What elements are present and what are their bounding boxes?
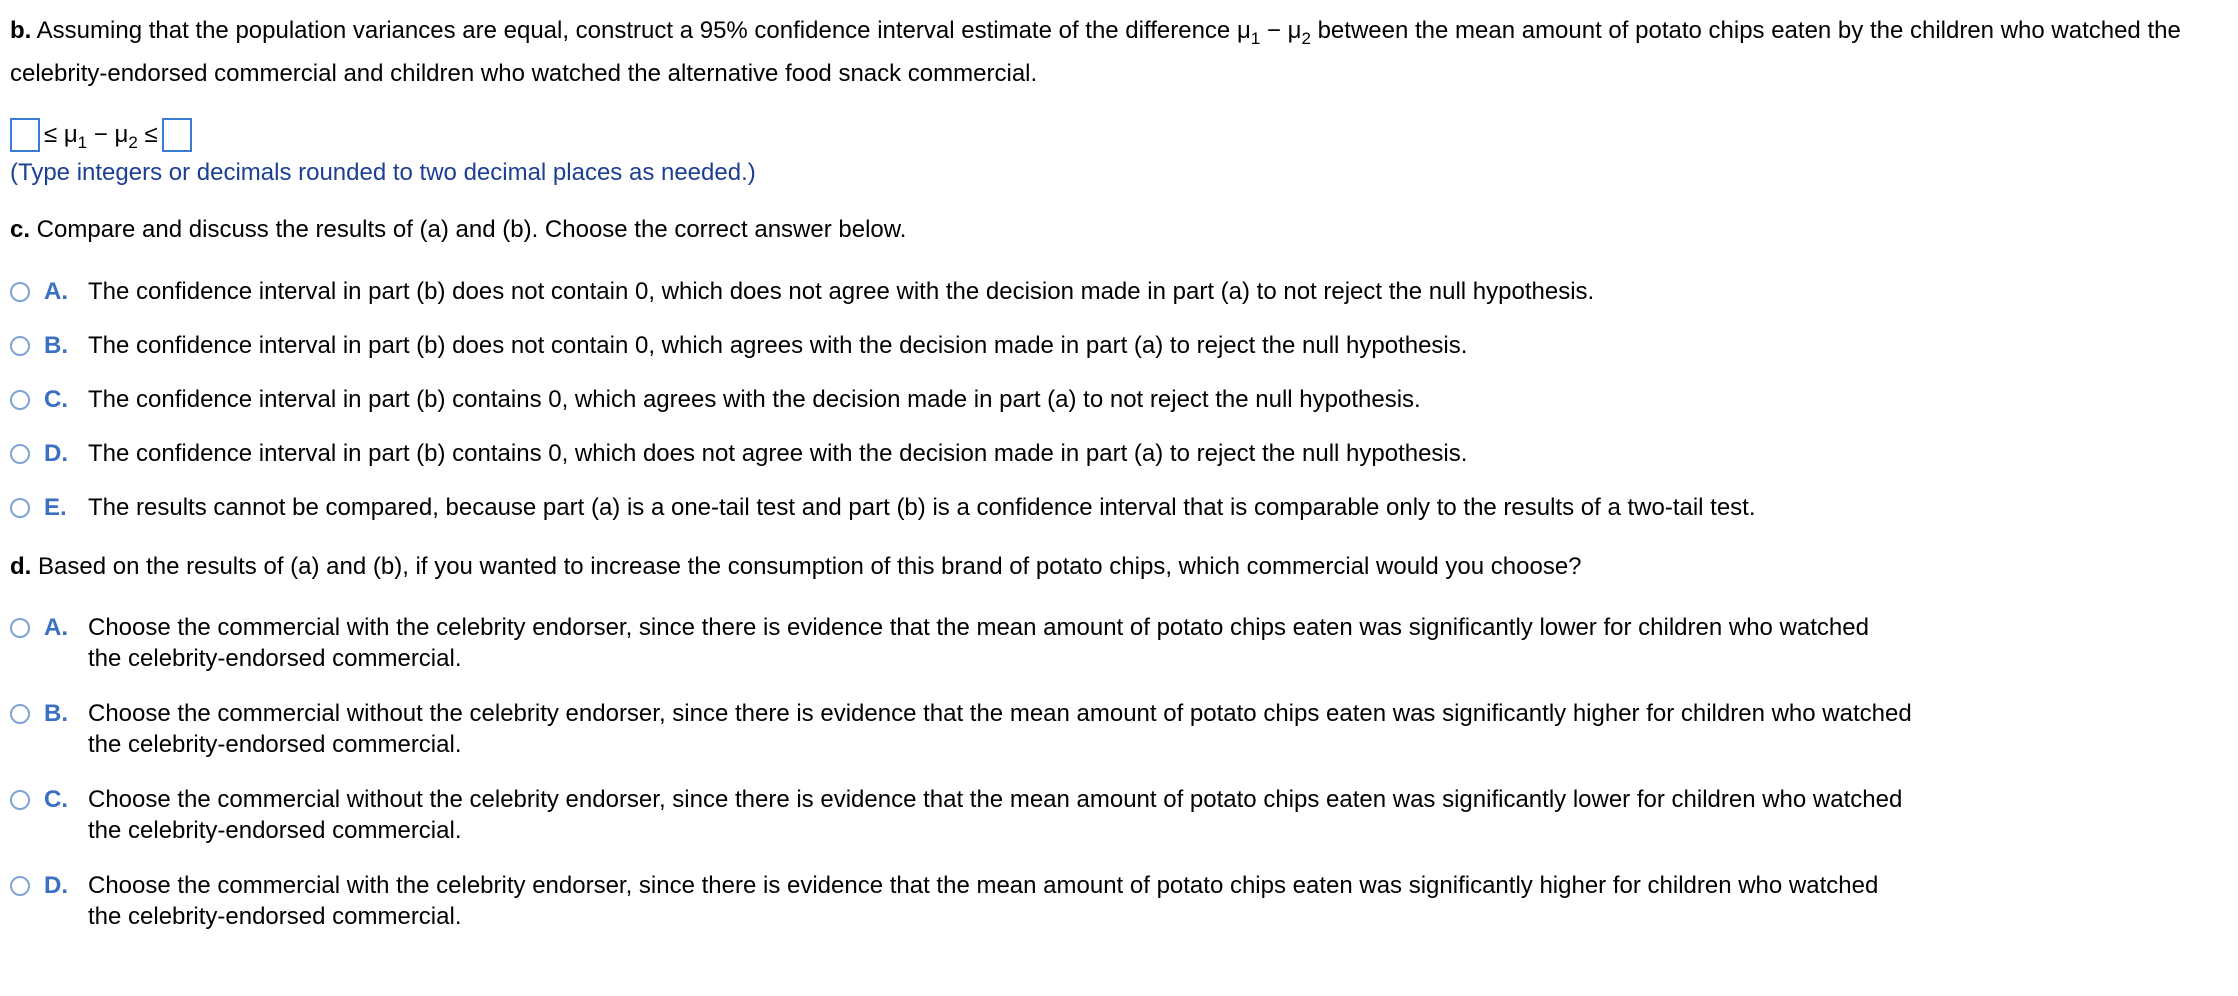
part-b-minus: − μ [1260, 17, 1302, 44]
radio-button[interactable] [10, 444, 30, 464]
option-line-2: the celebrity-endorsed commercial. [88, 903, 462, 930]
part-c-prompt [10, 213, 2230, 247]
ci-expression [40, 121, 162, 152]
option-text: The confidence interval in part (b) does not contain 0, which does not agree with the decision made in part (a) to not reject the null hypothesis. [88, 278, 1595, 305]
part-c-option-b[interactable] [10, 330, 2230, 362]
part-d-option-a[interactable] [10, 612, 2230, 674]
option-letter: E. [44, 494, 67, 521]
option-text [88, 612, 2230, 674]
option-line-2: the celebrity-endorsed commercial. [88, 645, 462, 672]
part-b-text-after: between the mean amount of potato chips eaten by the children who watched the celebrity-endorsed commercial and children who watched the alternative food snack commercial. [10, 17, 2181, 87]
option-text [88, 784, 2230, 846]
radio-button[interactable] [10, 618, 30, 638]
upper-bound-input[interactable] [162, 118, 192, 152]
ci-left-op: ≤ μ [44, 121, 78, 148]
part-b-prompt [10, 10, 2230, 94]
part-d-prompt [10, 550, 2230, 584]
lower-bound-input[interactable] [10, 118, 40, 152]
option-line-1: Choose the commercial with the celebrity endorser, since there is evidence that the mean amount of potato chips eaten was significantly higher for children who watched [88, 872, 1879, 899]
part-b-text-before: Assuming that the population variances are equal, construct a 95% confidence interval estimate of the difference μ [31, 17, 1251, 44]
radio-button[interactable] [10, 498, 30, 518]
radio-button[interactable] [10, 336, 30, 356]
part-d-option-b[interactable] [10, 698, 2230, 760]
part-c-question: Compare and discuss the results of (a) and (b). Choose the correct answer below. [30, 216, 907, 243]
option-text [88, 870, 2230, 932]
ci-sub2: 2 [128, 133, 138, 152]
part-d-option-c[interactable] [10, 784, 2230, 846]
part-c-label: c. [10, 216, 31, 243]
option-text: The confidence interval in part (b) does not contain 0, which agrees with the decision made in part (a) to reject the null hypothesis. [88, 332, 1468, 359]
part-c-option-d[interactable] [10, 438, 2230, 470]
ci-right-op: ≤ [137, 121, 158, 148]
option-letter: C. [44, 786, 68, 813]
option-line-2: the celebrity-endorsed commercial. [88, 731, 462, 758]
ci-sub1: 1 [77, 133, 88, 152]
part-c-option-e[interactable] [10, 492, 2230, 524]
option-letter: A. [44, 278, 68, 305]
option-line-1: Choose the commercial with the celebrity endorser, since there is evidence that the mean amount of potato chips eaten was significantly lower for children who watched [88, 614, 1869, 641]
option-line-1: Choose the commercial without the celebrity endorser, since there is evidence that the mean amount of potato chips eaten was significantly higher for children who watched [88, 700, 1912, 727]
option-line-2: the celebrity-endorsed commercial. [88, 817, 462, 844]
part-b-sub2: 2 [1301, 29, 1311, 48]
option-line-1: Choose the commercial without the celebrity endorser, since there is evidence that the mean amount of potato chips eaten was significantly lower for children who watched [88, 786, 1903, 813]
radio-button[interactable] [10, 704, 30, 724]
part-b-label: b. [10, 17, 32, 44]
part-c-options [10, 276, 2230, 524]
part-b-sub1: 1 [1250, 29, 1261, 48]
answer-format-hint: (Type integers or decimals rounded to two decimal places as needed.) [10, 159, 756, 186]
part-d-options [10, 612, 2230, 932]
ci-minus: − μ [87, 121, 129, 148]
option-letter: D. [44, 872, 68, 899]
option-text: The results cannot be compared, because part (a) is a one-tail test and part (b) is a confidence interval that is comparable only to the results of a two-tail test. [88, 494, 1756, 521]
option-letter: D. [44, 440, 68, 467]
part-d-label: d. [10, 553, 32, 580]
option-letter: A. [44, 614, 68, 641]
part-d-option-d[interactable] [10, 870, 2230, 932]
option-text [88, 698, 2230, 760]
radio-button[interactable] [10, 790, 30, 810]
radio-button[interactable] [10, 282, 30, 302]
confidence-interval-row [10, 114, 2230, 156]
part-d-question: Based on the results of (a) and (b), if you wanted to increase the consumption of this brand of potato chips, which commercial would you choose? [31, 553, 1582, 580]
option-text: The confidence interval in part (b) contains 0, which does not agree with the decision made in part (a) to reject the null hypothesis. [88, 440, 1468, 467]
radio-button[interactable] [10, 876, 30, 896]
option-letter: C. [44, 386, 68, 413]
option-letter: B. [44, 332, 68, 359]
radio-button[interactable] [10, 390, 30, 410]
option-text: The confidence interval in part (b) contains 0, which agrees with the decision made in part (a) to not reject the null hypothesis. [88, 386, 1421, 413]
option-letter: B. [44, 700, 68, 727]
question-content [10, 10, 2230, 956]
part-c-option-a[interactable] [10, 276, 2230, 308]
part-c-option-c[interactable] [10, 384, 2230, 416]
